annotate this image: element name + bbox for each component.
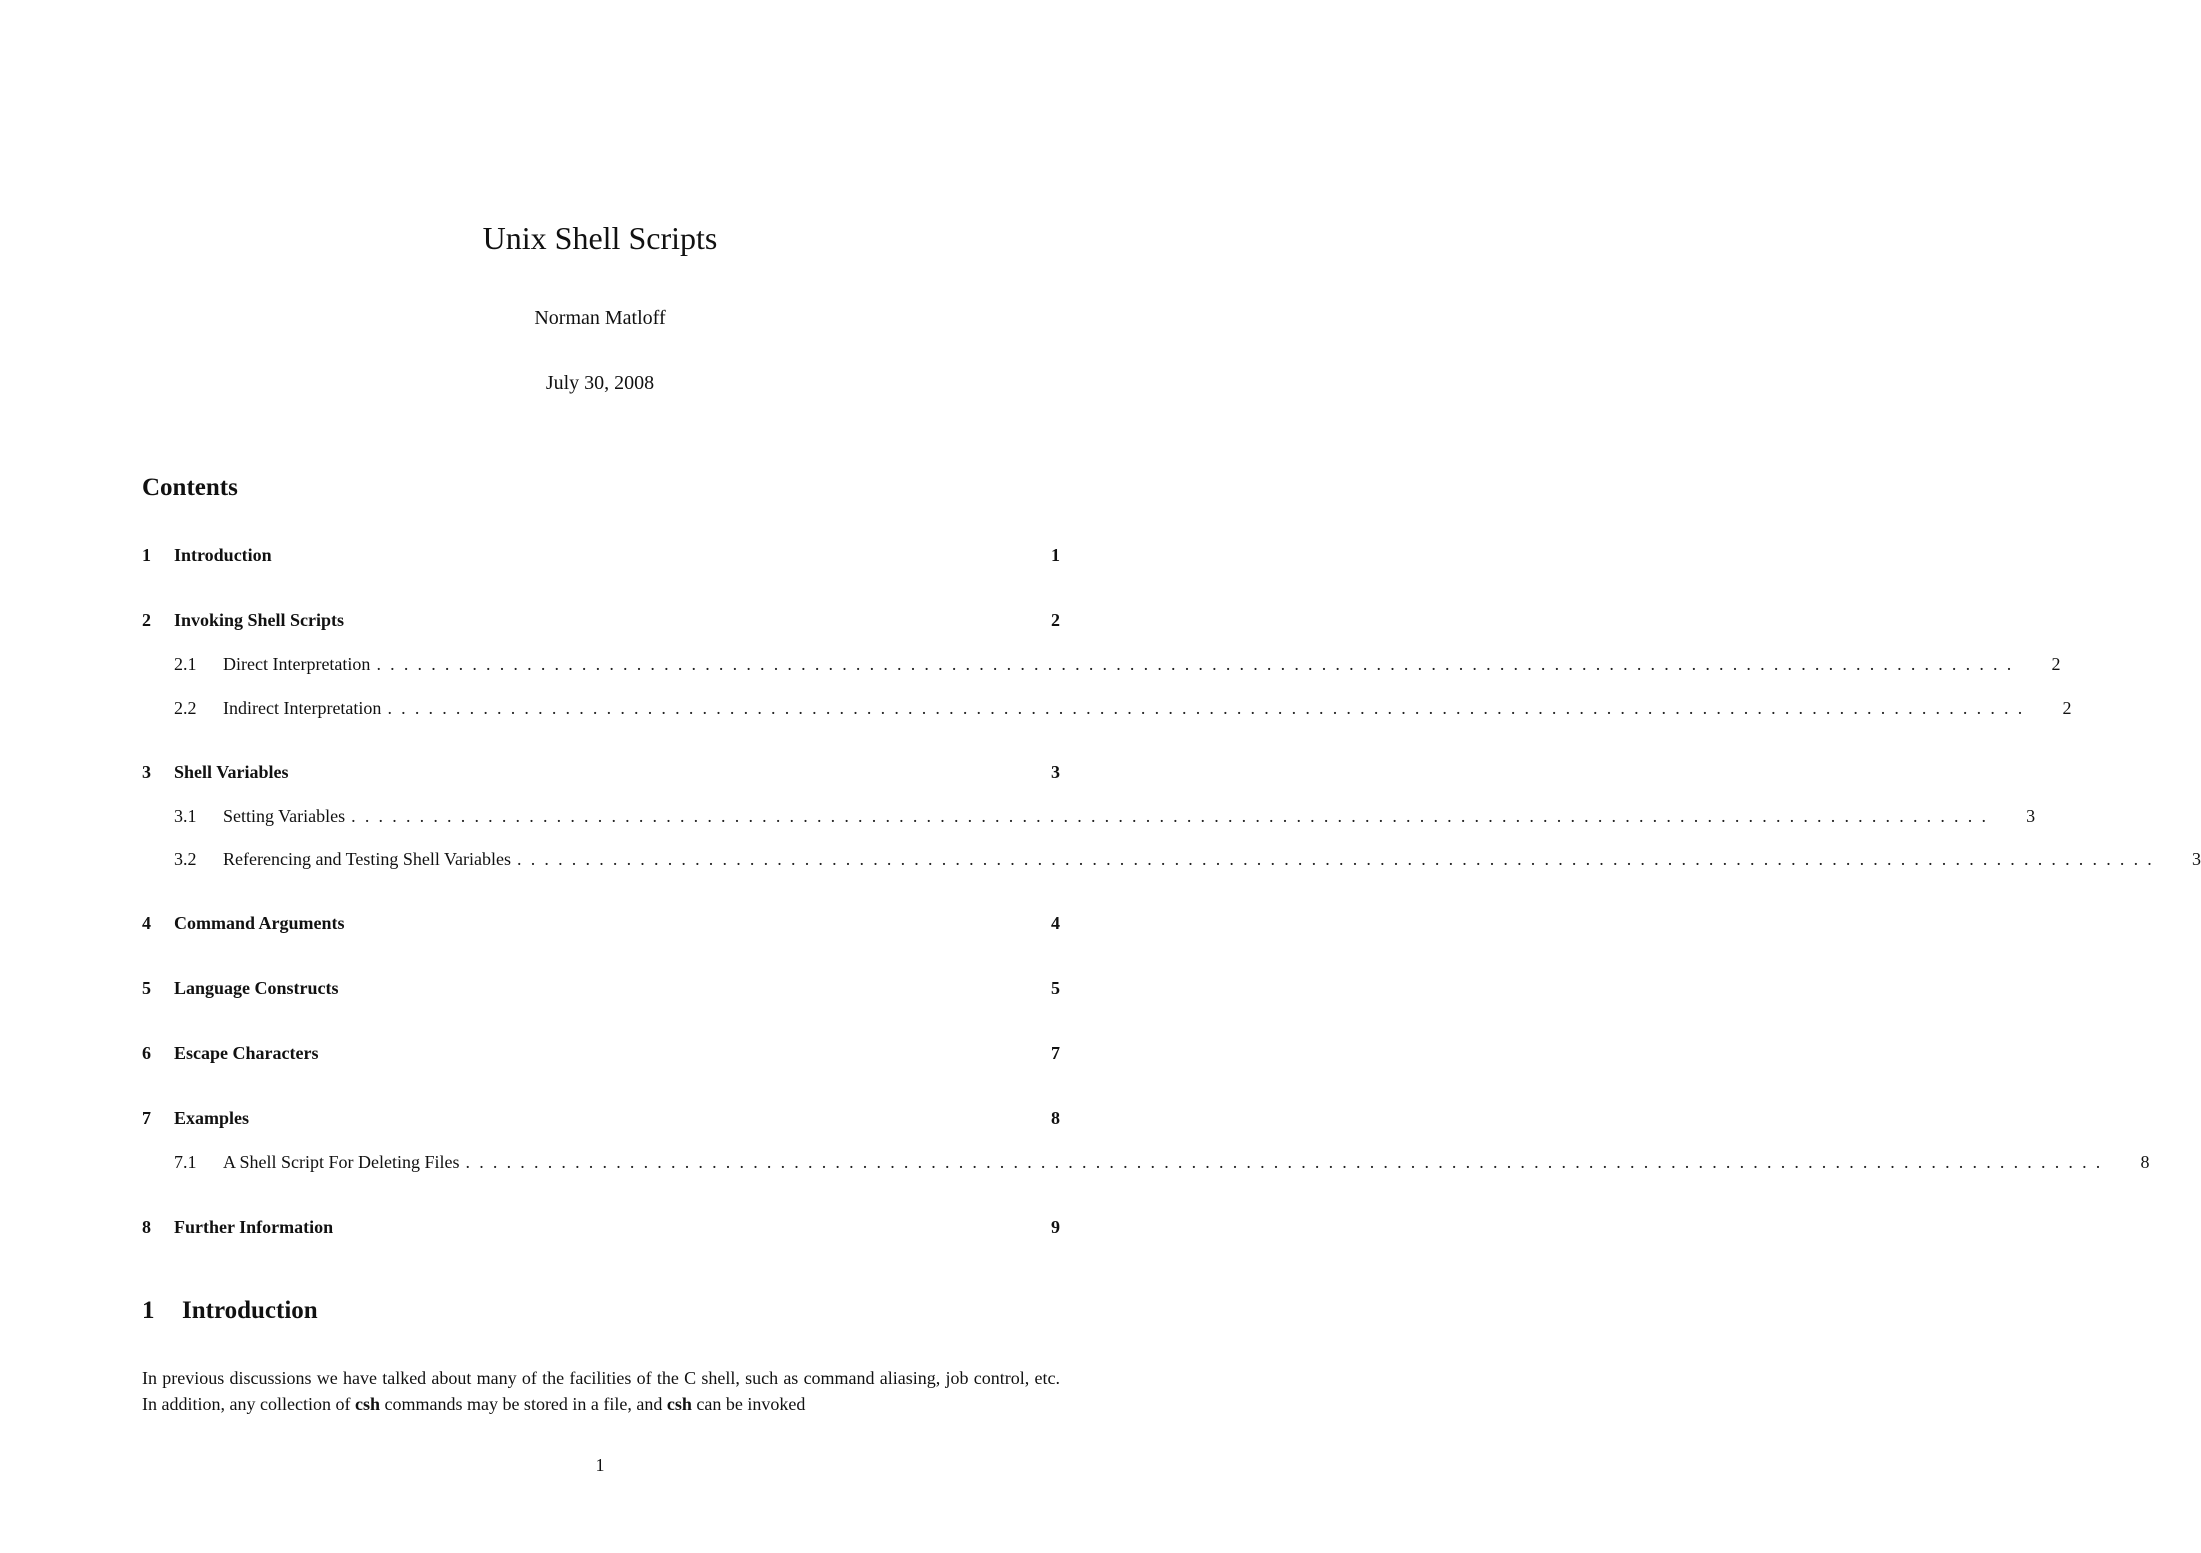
toc-leader-dots: ........................................................................................................................ <box>517 849 2161 869</box>
toc-leader-dots: ........................................................................................................................ <box>376 654 2021 674</box>
toc-subsection-number: 7.1 <box>174 1152 197 1172</box>
toc-section-label: Introduction <box>174 545 272 565</box>
toc-subsection-3-2[interactable] <box>174 845 2201 873</box>
toc-section-number: 4 <box>142 913 151 933</box>
toc-subsection-number: 2.1 <box>174 654 197 674</box>
toc-section-page: 2 <box>1051 610 1060 630</box>
toc-section-number: 3 <box>142 762 151 782</box>
toc-subsection-label: Setting Variables <box>223 806 346 826</box>
toc-section-page: 5 <box>1051 978 1060 998</box>
toc-section-number: 2 <box>142 610 151 630</box>
toc-subsection-7-1[interactable] <box>174 1148 2150 1176</box>
section-title: Introduction <box>182 1297 318 1324</box>
toc-section-label: Command Arguments <box>174 913 345 933</box>
toc-subsection-label: A Shell Script For Deleting Files <box>223 1152 460 1172</box>
toc-section-page: 9 <box>1051 1217 1060 1237</box>
toc-subsection-number: 3.1 <box>174 806 197 826</box>
toc-subsection-label: Direct Interpretation <box>223 654 371 674</box>
document-title: Unix Shell Scripts <box>482 220 718 256</box>
toc-section-page: 7 <box>1051 1043 1060 1063</box>
toc-section-8[interactable] <box>142 1213 1060 1241</box>
page-number: 1 <box>595 1455 605 1475</box>
toc-leader-dots: ........................................................................................................................ <box>465 1152 2110 1172</box>
contents-heading: Contents <box>142 474 238 501</box>
toc-section-number: 7 <box>142 1108 151 1128</box>
csh-term: csh <box>354 1394 380 1414</box>
toc-section-label: Invoking Shell Scripts <box>174 610 345 630</box>
author-name: Norman Matloff <box>534 307 666 329</box>
toc-section-label: Examples <box>174 1108 250 1128</box>
toc-subsection-page: 8 <box>2140 1152 2150 1172</box>
toc-section-number: 5 <box>142 978 151 998</box>
toc-section-label: Further Information <box>174 1217 334 1237</box>
toc-section-page: 8 <box>1051 1108 1060 1128</box>
toc-section-number: 1 <box>142 545 151 565</box>
toc-section-page: 3 <box>1051 762 1060 782</box>
toc-section-6[interactable] <box>142 1039 1060 1067</box>
toc-section-label: Language Constructs <box>174 978 339 998</box>
csh-term: csh <box>666 1394 692 1414</box>
toc-section-number: 6 <box>142 1043 151 1063</box>
toc-subsection-2-1[interactable] <box>174 650 2061 678</box>
toc-leader-dots: ........................................................................................................................ <box>387 698 2032 718</box>
toc-subsection-number: 2.2 <box>174 698 197 718</box>
toc-subsection-page: 2 <box>2062 698 2072 718</box>
toc-subsection-label: Referencing and Testing Shell Variables <box>223 849 511 869</box>
toc-section-2[interactable] <box>142 606 1060 634</box>
toc-section-label: Escape Characters <box>174 1043 319 1063</box>
toc-section-label: Shell Variables <box>174 762 289 782</box>
document-date: July 30, 2008 <box>545 372 655 394</box>
toc-section-page: 1 <box>1051 545 1060 565</box>
toc-subsection-page: 3 <box>2192 849 2201 869</box>
toc-subsection-page: 3 <box>2026 806 2036 826</box>
section-number: 1 <box>142 1297 155 1324</box>
toc-section-5[interactable] <box>142 974 1060 1002</box>
toc-section-3[interactable] <box>142 758 1060 786</box>
toc-section-1[interactable] <box>142 541 1060 569</box>
toc-leader-dots: ........................................................................................................................ <box>351 806 1996 826</box>
toc-subsection-page: 2 <box>2051 654 2061 674</box>
toc-subsection-number: 3.2 <box>174 849 197 869</box>
toc-section-page: 4 <box>1051 913 1060 933</box>
toc-subsection-3-1[interactable] <box>174 802 2036 830</box>
section-heading-introduction <box>142 1294 318 1328</box>
toc-section-4[interactable] <box>142 909 1060 937</box>
toc-subsection-label: Indirect Interpretation <box>223 698 382 718</box>
toc-section-number: 8 <box>142 1217 151 1237</box>
toc-section-7[interactable] <box>142 1104 1060 1132</box>
intro-paragraph: In previous discussions we have talked about many of the facilities of the C shell, such as command aliasing, job control, etc. In addition, any collection of csh commands may be stored in a file, and csh can be invoked <box>142 1368 1060 1414</box>
toc-subsection-2-2[interactable] <box>174 694 2072 722</box>
